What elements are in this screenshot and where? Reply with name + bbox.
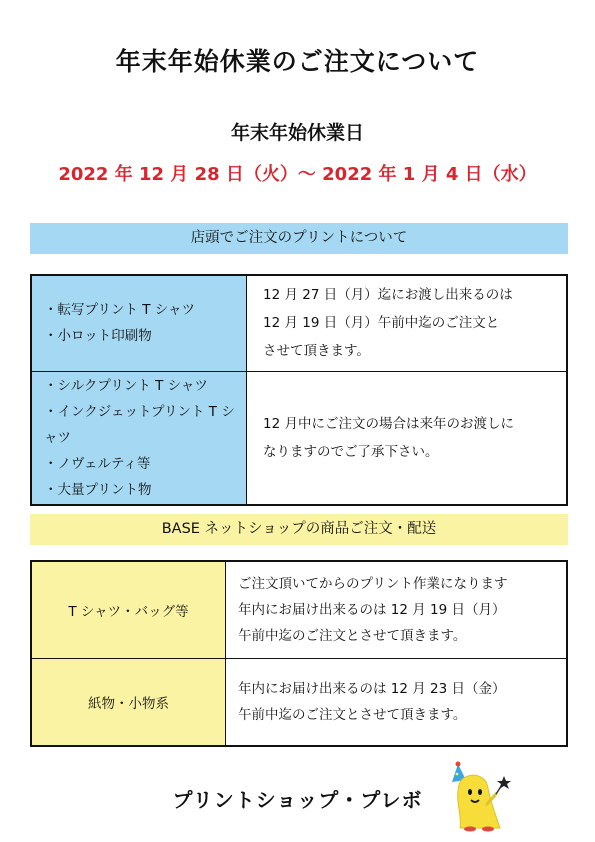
shop-name: プリントショップ・プレボ	[172, 788, 423, 812]
store-section-heading: 店頭でご注文のプリントについて	[30, 223, 568, 254]
note-line: 午前中迄のご注文とさせて頂きます。	[238, 706, 467, 723]
store-items-cell	[31, 275, 247, 371]
note-line: 12 月中にご注文の場合は来年のお渡しに	[263, 415, 514, 432]
page-title: 年末年始休業のご注文について	[115, 47, 480, 76]
list-item: ・転写プリント T シャツ	[44, 302, 196, 319]
online-note-cell	[226, 658, 568, 746]
store-note-cell	[247, 275, 568, 371]
holiday-dates: 2022 年 12 月 28 日（火）〜 2022 年 1 月 4 日（水）	[58, 164, 537, 185]
table-row	[31, 561, 567, 658]
list-item: ・インクジェットプリント T シャツ	[44, 403, 235, 446]
online-item-cell: 紙物・小物系	[31, 658, 226, 746]
note-line: 12 月 27 日（月）迄にお渡し出来るのは	[263, 287, 513, 304]
note-line: 年内にお届け出来るのは 12 月 23 日（金）	[238, 680, 506, 697]
store-note-cell	[247, 371, 568, 505]
holiday-label: 年末年始休業日	[230, 122, 364, 144]
store-table	[30, 274, 568, 506]
online-item-cell: T シャツ・バッグ等	[31, 561, 226, 658]
online-section-heading: BASE ネットショップの商品ご注文・配送	[30, 514, 568, 545]
list-item: ・小ロット印刷物	[44, 328, 152, 345]
note-line: 12 月 19 日（月）午前中迄のご注文と	[263, 315, 500, 332]
table-row	[31, 275, 567, 371]
mascot-icon	[440, 760, 515, 835]
note-line: させて頂きます。	[263, 343, 370, 360]
table-row	[31, 371, 567, 505]
list-item: ・大量プリント物	[44, 481, 152, 498]
online-note-cell	[226, 561, 568, 658]
store-items-cell	[31, 371, 247, 505]
online-table	[30, 560, 568, 747]
table-row	[31, 658, 567, 746]
list-item: ・シルクプリント T シャツ	[44, 377, 208, 394]
note-line: なりますのでご了承下さい。	[263, 443, 439, 460]
note-line: 午前中迄のご注文とさせて頂きます。	[238, 627, 467, 644]
note-line: ご注文頂いてからのプリント作業になります	[238, 575, 508, 592]
list-item: ・ノヴェルティ等	[44, 455, 151, 472]
note-line: 年内にお届け出来るのは 12 月 19 日（月）	[238, 601, 506, 618]
